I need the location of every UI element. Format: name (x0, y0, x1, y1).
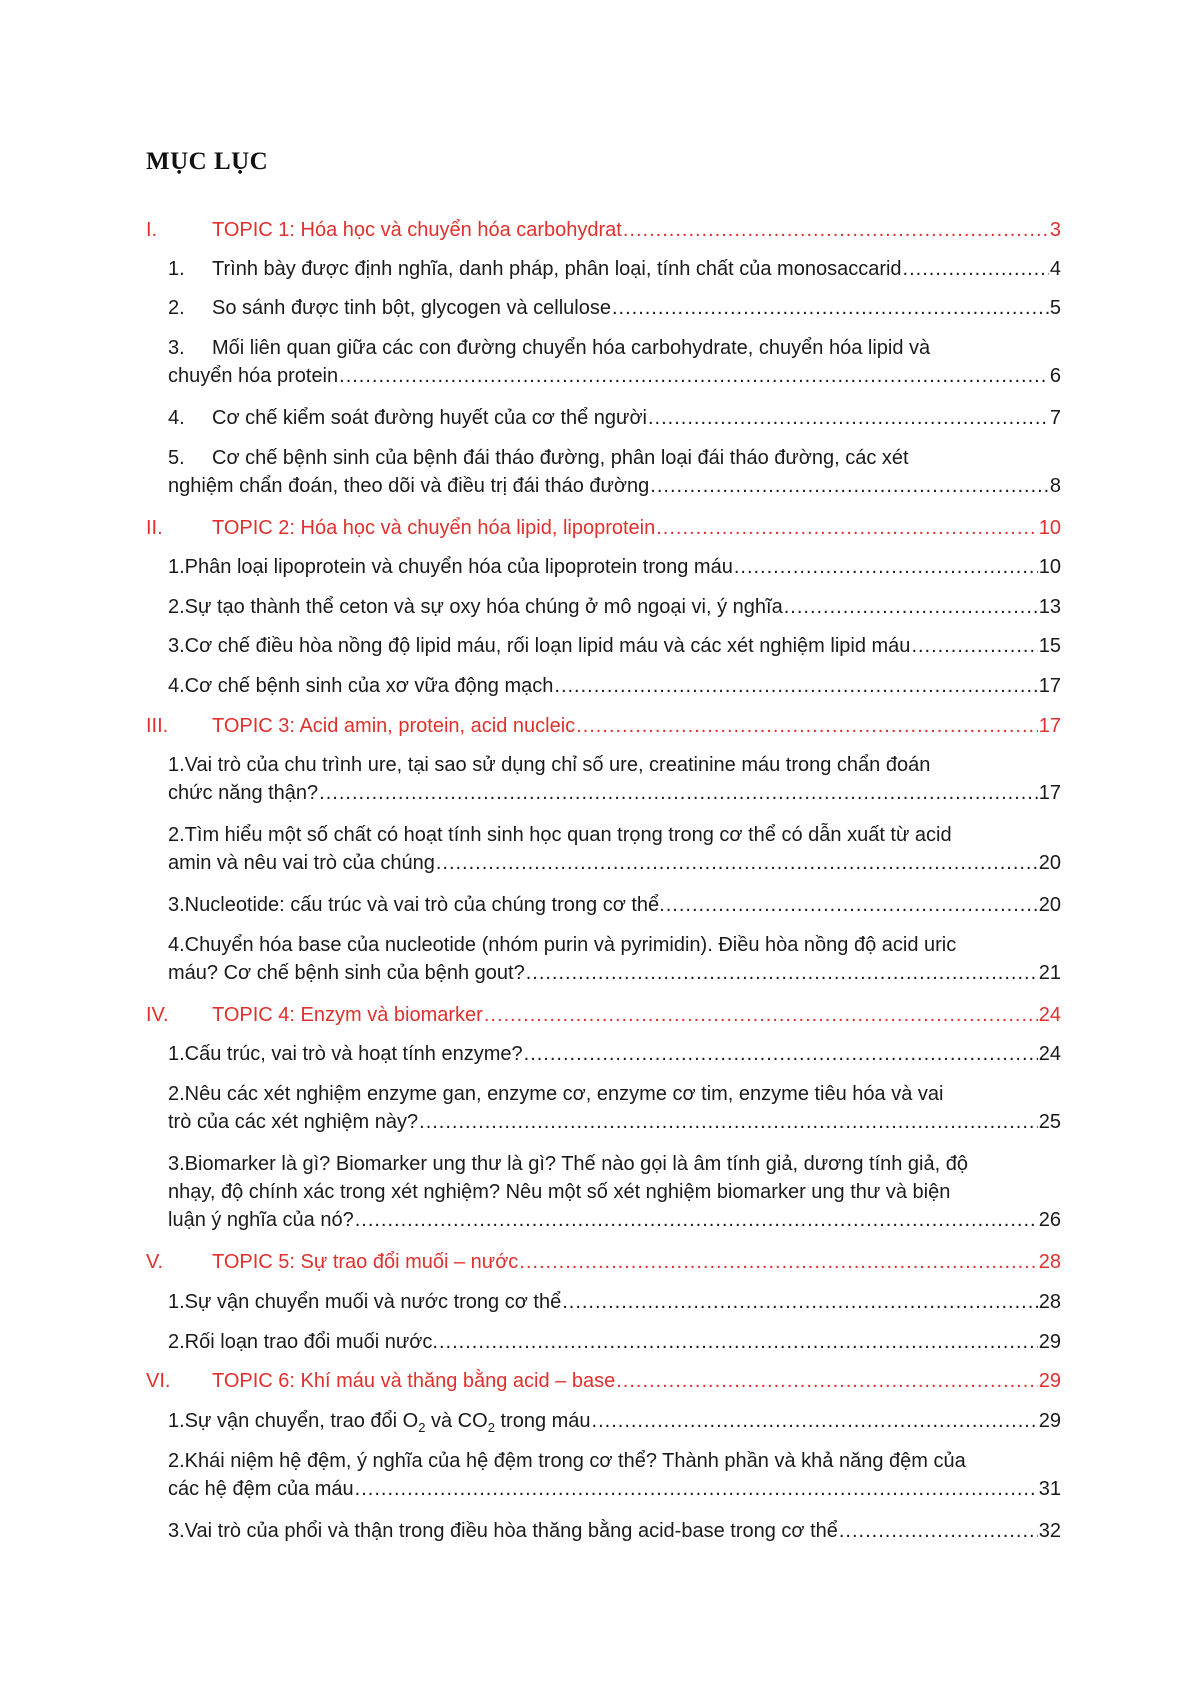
leader-dots (612, 294, 1049, 322)
page-number: 17 (1038, 675, 1061, 697)
topic-number: IV. (146, 1004, 169, 1026)
leader-dots (355, 1475, 1038, 1503)
item-title: 3.Cơ chế điều hòa nồng độ lipid máu, rối loạn lipid máu và các xét nghiệm lipid máu (168, 635, 911, 657)
item-number: 4. (168, 407, 185, 429)
toc-item-3-2[interactable] (168, 821, 1061, 877)
item-title: 1.Phân loại lipoprotein và chuyển hóa của lipoprotein trong máu (168, 556, 733, 578)
toc-item-4-2[interactable] (168, 1080, 1061, 1136)
leader-dots (666, 891, 1038, 919)
page-number: 17 (1038, 782, 1061, 804)
topic-title: TOPIC 1: Hóa học và chuyển hóa carbohydrat (212, 219, 622, 241)
item-title-line1: Mối liên quan giữa các con đường chuyển hóa carbohydrate, chuyển hóa lipid và (212, 337, 931, 359)
item-title (168, 1407, 591, 1435)
item-title: 3.Nucleotide: cấu trúc và vai trò của chúng trong cơ thể. (168, 894, 665, 916)
leader-dots (519, 1248, 1037, 1276)
item-title-line1: 4.Chuyển hóa base của nucleotide (nhóm purin và pyrimidin). Điều hòa nồng độ acid uric (168, 934, 957, 956)
page-number: 4 (1049, 258, 1061, 280)
leader-dots (650, 472, 1049, 500)
item-title-line2: trò của các xét nghiệm này? (168, 1111, 419, 1133)
item-title-line1: 3.Biomarker là gì? Biomarker ung thư là gì? Thế nào gọi là âm tính giả, dương tính giả, độ (168, 1153, 968, 1175)
page-number: 24 (1038, 1043, 1061, 1065)
toc-item-6-1[interactable] (168, 1407, 1061, 1435)
leader-dots (355, 1206, 1038, 1234)
page-number: 21 (1038, 962, 1061, 984)
leader-dots (623, 216, 1049, 244)
leader-dots (784, 593, 1038, 621)
item-number: 1. (168, 258, 185, 280)
page-number: 3 (1049, 219, 1061, 241)
item-title-line1: 2.Nêu các xét nghiệm enzyme gan, enzyme cơ, enzyme cơ tim, enzyme tiêu hóa và vai (168, 1083, 944, 1105)
leader-dots (339, 362, 1049, 390)
page-number: 13 (1038, 596, 1061, 618)
item-title-line2: máu? Cơ chế bệnh sinh của bệnh gout? (168, 962, 525, 984)
toc-item-1-3[interactable] (168, 334, 1061, 390)
toc-item-2-4[interactable] (168, 672, 1061, 700)
toc-item-3-4[interactable] (168, 931, 1061, 987)
item-title-line3: luận ý nghĩa của nó? (168, 1209, 354, 1231)
page-number: 32 (1038, 1520, 1061, 1542)
leader-dots (903, 255, 1049, 283)
page-number: 24 (1038, 1004, 1061, 1026)
subscript: 2 (418, 1420, 426, 1435)
item-title: Cơ chế kiểm soát đường huyết của cơ thể người (212, 407, 647, 429)
toc-topic-4[interactable] (146, 1001, 1061, 1029)
topic-number: I. (146, 219, 158, 241)
leader-dots (734, 553, 1038, 581)
page-number: 26 (1038, 1209, 1061, 1231)
leader-dots (562, 1288, 1038, 1316)
toc-topic-5[interactable] (146, 1248, 1061, 1276)
toc-item-2-1[interactable] (168, 553, 1061, 581)
item-title-pre: 1.Sự vận chuyển, trao đổi O (168, 1410, 419, 1432)
item-title: 4.Cơ chế bệnh sinh của xơ vữa động mạch (168, 675, 554, 697)
leader-dots (839, 1517, 1038, 1545)
topic-title: TOPIC 4: Enzym và biomarker (212, 1004, 483, 1026)
leader-dots (319, 779, 1038, 807)
leader-dots (911, 632, 1037, 660)
toc-item-6-2[interactable] (168, 1447, 1061, 1503)
toc-item-6-3[interactable] (168, 1517, 1061, 1545)
toc-item-3-3[interactable] (168, 891, 1061, 919)
toc-item-5-1[interactable] (168, 1288, 1061, 1316)
item-title-line2: chuyển hóa protein (168, 365, 339, 387)
item-title-post: trong máu (494, 1410, 591, 1432)
toc-item-1-5[interactable] (168, 444, 1061, 500)
topic-number: VI. (146, 1370, 171, 1392)
page-number: 20 (1038, 894, 1061, 916)
page-number: 31 (1038, 1478, 1061, 1500)
topic-number: V. (146, 1251, 164, 1273)
page-number: 25 (1038, 1111, 1061, 1133)
item-title: So sánh được tinh bột, glycogen và cellulose (212, 297, 611, 319)
item-number: 2. (168, 297, 185, 319)
page-number: 8 (1049, 475, 1061, 497)
leader-dots (484, 1001, 1038, 1029)
topic-number: II. (146, 517, 163, 539)
item-title: 1.Cấu trúc, vai trò và hoạt tính enzyme? (168, 1043, 523, 1065)
item-title-line1: 1.Vai trò của chu trình ure, tại sao sử dụng chỉ số ure, creatinine máu trong chẩn đoán (168, 754, 931, 776)
page-number: 6 (1049, 365, 1061, 387)
page-number: 10 (1038, 517, 1061, 539)
topic-title: TOPIC 6: Khí máu và thăng bằng acid – base (212, 1370, 616, 1392)
topic-number: III. (146, 715, 169, 737)
page-number: 28 (1038, 1291, 1061, 1313)
item-number: 5. (168, 447, 185, 469)
item-title-line2: amin và nêu vai trò của chúng (168, 852, 435, 874)
item-title-line2: nhạy, độ chính xác trong xét nghiệm? Nêu một số xét nghiệm biomarker ung thư và biện (168, 1181, 951, 1203)
leader-dots (576, 712, 1038, 740)
page-number: 28 (1038, 1251, 1061, 1273)
toc-item-4-3[interactable] (168, 1150, 1061, 1234)
toc-topic-1[interactable] (146, 216, 1061, 244)
topic-title: TOPIC 2: Hóa học và chuyển hóa lipid, lipoprotein (212, 517, 656, 539)
subscript: 2 (487, 1420, 495, 1435)
leader-dots (648, 404, 1049, 432)
item-title: 2.Sự tạo thành thể ceton và sự oxy hóa chúng ở mô ngoại vi, ý nghĩa (168, 596, 783, 618)
topic-title: TOPIC 3: Acid amin, protein, acid nucleic (212, 715, 576, 737)
toc-item-2-2[interactable] (168, 593, 1061, 621)
page-number: 15 (1038, 635, 1061, 657)
page-number: 7 (1049, 407, 1061, 429)
item-number: 3. (168, 337, 185, 359)
leader-dots (526, 959, 1038, 987)
toc-item-3-1[interactable] (168, 751, 1061, 807)
leader-dots (656, 514, 1038, 542)
toc-item-2-3[interactable] (168, 632, 1061, 660)
leader-dots (419, 1108, 1038, 1136)
item-title: 3.Vai trò của phổi và thận trong điều hòa thăng bằng acid-base trong cơ thể (168, 1520, 838, 1542)
page-number: 10 (1038, 556, 1061, 578)
item-title: Trình bày được định nghĩa, danh pháp, phân loại, tính chất của monosaccarid (212, 258, 902, 280)
toc-item-5-2[interactable] (168, 1328, 1061, 1356)
toc-item-1-2[interactable] (168, 294, 1061, 322)
item-title-line2: nghiệm chẩn đoán, theo dõi và điều trị đái tháo đường (168, 475, 650, 497)
item-title-line2: chức năng thận? (168, 782, 319, 804)
page-number: 17 (1038, 715, 1061, 737)
leader-dots (554, 672, 1037, 700)
item-title-line2: các hệ đệm của máu (168, 1478, 354, 1500)
toc-item-1-1[interactable] (168, 255, 1061, 283)
leader-dots (524, 1040, 1038, 1068)
page-number: 29 (1038, 1410, 1061, 1432)
topic-title: TOPIC 5: Sự trao đổi muối – nước (212, 1251, 519, 1273)
toc-topic-6[interactable] (146, 1367, 1061, 1395)
toc-topic-3[interactable] (146, 712, 1061, 740)
item-title: 1.Sự vận chuyển muối và nước trong cơ thể (168, 1291, 562, 1313)
leader-dots (436, 849, 1038, 877)
toc-item-1-4[interactable] (168, 404, 1061, 432)
item-title-line1: Cơ chế bệnh sinh của bệnh đái tháo đường, phân loại đái tháo đường, các xét (212, 447, 909, 469)
page-number: 5 (1049, 297, 1061, 319)
item-title-line1: 2.Khái niệm hệ đệm, ý nghĩa của hệ đệm trong cơ thể? Thành phần và khả năng đệm của (168, 1450, 966, 1472)
page-number: 29 (1038, 1370, 1061, 1392)
toc-item-4-1[interactable] (168, 1040, 1061, 1068)
item-title-line1: 2.Tìm hiểu một số chất có hoạt tính sinh học quan trọng trong cơ thể có dẫn xuất từ acid (168, 824, 952, 846)
item-title: 2.Rối loạn trao đổi muối nước. (168, 1331, 438, 1353)
item-title-mid: và CO (425, 1410, 488, 1432)
page-number: 29 (1038, 1331, 1061, 1353)
page-number: 20 (1038, 852, 1061, 874)
leader-dots (592, 1407, 1038, 1435)
toc-title: MỤC LỤC (146, 148, 269, 175)
leader-dots (616, 1367, 1038, 1395)
toc-topic-2[interactable] (146, 514, 1061, 542)
leader-dots (439, 1328, 1038, 1356)
